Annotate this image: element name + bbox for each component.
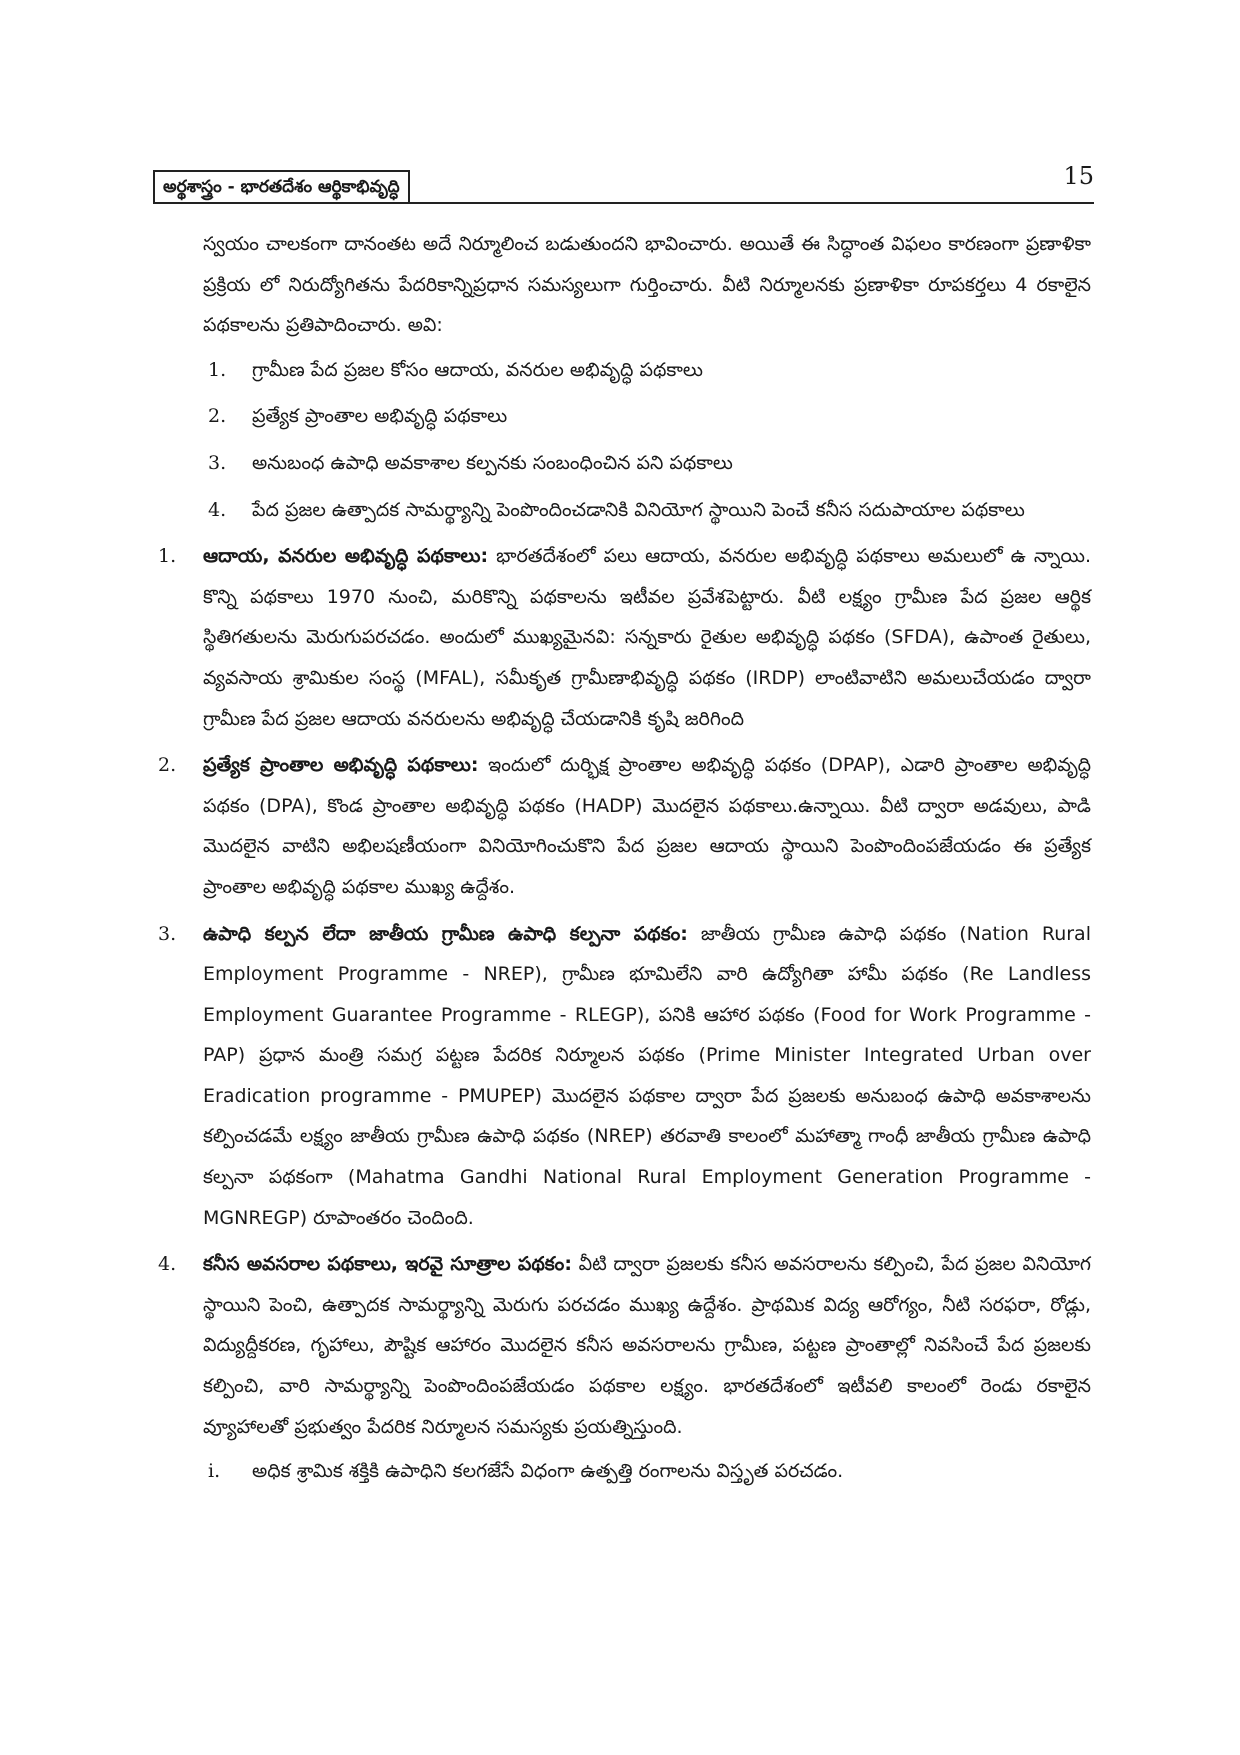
- list-item-number: 1.: [208, 358, 227, 381]
- section-heading: ప్రత్యేక ప్రాంతాల అభివృద్ధి పథకాలు:: [203, 754, 479, 777]
- list-item: [158, 1451, 1091, 1492]
- section-number: 2.: [158, 754, 177, 777]
- section-heading: ఆదాయ, వనరుల అభివృద్ధి పథకాలు:: [203, 545, 489, 568]
- section-number: 3.: [158, 922, 177, 945]
- page-header: [153, 160, 1094, 204]
- page-content: [158, 224, 1091, 1498]
- list-item-text: పేద ప్రజల ఉత్పాదక సామర్థ్యాన్ని పెంపొందించడానికి వినియోగ స్థాయిని పెంచే కనీస సదుపాయాల పథకాలు: [252, 498, 1025, 521]
- section-item: [158, 914, 1091, 1239]
- section-item: [158, 536, 1091, 739]
- list-item-number: 3.: [208, 451, 227, 474]
- section-body: [203, 1244, 1091, 1447]
- section-text: వీటి ద్వారా ప్రజలకు కనీస అవసరాలను కల్పించి, పేద ప్రజల వినియోగ స్థాయిని పెంచి, ఉత్పాదక సామర్థ్యాన్ని మెరుగు పరచడం ముఖ్య ఉద్దేశం. ప్రాథమిక విద్య ఆరోగ్యం, నీటి సరఫరా, రోడ్లు, విద్యుద్దీకరణ, గృహాలు, పౌష్టిక ఆహారం మొదలైన కనీస అవసరాలను గ్రామీణ, పట్టణ ప్రాంతాల్లో నివసించే పేద ప్రజలకు కల్పించి, వారి సామర్థ్యాన్ని పెంపొందింపజేయడం పథకాల లక్ష్యం. భారతదేశంలో ఇటీవలి కాలంలో రెండు రకాలైన వ్యూహాలతో ప్రభుత్వం పేదరిక నిర్మూలన సమస్యకు ప్రయత్నిస్తుంది.: [203, 1253, 1091, 1438]
- section-heading: కనీస అవసరాల పథకాలు, ఇరవై సూత్రాల పథకం:: [203, 1253, 572, 1276]
- list-item-number: 4.: [208, 498, 227, 521]
- section-number: 4.: [158, 1253, 177, 1276]
- section-body: [203, 745, 1091, 907]
- header-title: అర్థశాస్త్రం - భారతదేశం ఆర్థికాభివృద్ధి: [153, 170, 410, 202]
- list-item: [158, 396, 1091, 437]
- section-item: [158, 745, 1091, 907]
- list-item: [158, 350, 1091, 391]
- section-text: ఇందులో దుర్భిక్ష ప్రాంతాల అభివృద్ధి పథకం (DPAP), ఎడారి ప్రాంతాల అభివృద్ధి పథకం (DPA), కొండ ప్రాంతాల అభివృద్ధి పథకం (HADP) మొదలైన పథకాలు.ఉన్నాయి. వీటి ద్వారా అడవులు, పాడి మొదలైన వాటిని అభిలషణీయంగా వినియోగించుకొని పేద ప్రజల ఆదాయ స్థాయిని పెంపొందింపజేయడం ఈ ప్రత్యేక ప్రాంతాల అభివృద్ధి పథకాల ముఖ్య ఉద్దేశం.: [203, 754, 1091, 898]
- page-number: 15: [1063, 162, 1094, 190]
- list-item-text: ప్రత్యేక ప్రాంతాల అభివృద్ధి పథకాలు: [252, 405, 508, 428]
- list-item: [158, 490, 1091, 531]
- section-body: [203, 536, 1091, 739]
- section-text: భారతదేశంలో పలు ఆదాయ, వనరుల అభివృద్ధి పథకాలు అమలులో ఉ న్నాయి. కొన్ని పథకాలు 1970 నుంచి, మరికొన్ని పథకాలను ఇటీవల ప్రవేశపెట్టారు. వీటి లక్ష్యం గ్రామీణ పేద ప్రజల ఆర్థిక స్థితిగతులను మెరుగుపరచడం. అందులో ముఖ్యమైనవి: సన్నకారు రైతుల అభివృద్ధి పథకం (SFDA), ఉపాంత రైతులు, వ్యవసాయ శ్రామికుల సంస్థ (MFAL), సమీకృత గ్రామీణాభివృద్ధి పథకం (IRDP) లాంటివాటిని అమలుచేయడం ద్వారా గ్రామీణ పేద ప్రజల ఆదాయ వనరులను అభివృద్ధి చేయడానికి కృషి జరిగింది: [203, 545, 1091, 730]
- section-number: 1.: [158, 545, 177, 568]
- list-item-text: అనుబంధ ఉపాధి అవకాశాల కల్పనకు సంబంధించిన పని పథకాలు: [252, 451, 733, 474]
- scheme-types-list: [158, 350, 1091, 530]
- strategy-list: [158, 1451, 1091, 1492]
- section-text: జాతీయ గ్రామీణ ఉపాధి పథకం (Nation Rural Employment Programme - NREP), గ్రామీణ భూమిలేని వారి ఉద్యోగితా హామీ పథకం (Re Landless Employment Guarantee Programme - RLEGP), పనికి ఆహార పథకం (Food for Work Programme - PAP) ప్రధాన మంత్రి సమగ్ర పట్టణ పేదరిక నిర్మూలన పథకం (Prime Minister Integrated Urban over Eradication programme - PMUPEP) మొదలైన పథకాల ద్వారా పేద ప్రజలకు అనుబంధ ఉపాధి అవకాశాలను కల్పించడమే లక్ష్యం జాతీయ గ్రామీణ ఉపాధి పథకం (NREP) తరవాతి కాలంలో మహాత్మా గాంధీ జాతీయ గ్రామీణ ఉపాధి కల్పనా పథకంగా (Mahatma Gandhi National Rural Employment Generation Programme -MGNREGP) రూపాంతరం చెందింది.: [203, 922, 1091, 1229]
- list-item: [158, 443, 1091, 484]
- section-item: [158, 1244, 1091, 1447]
- intro-paragraph: స్వయం చాలకంగా దానంతట అదే నిర్మూలించ బడుతుందని భావించారు. అయితే ఈ సిద్ధాంత విఫలం కారణంగా ప్రణాళికా ప్రక్రియ లో నిరుద్యోగితను పేదరికాన్నిప్రధాన సమస్యలుగా గుర్తించారు. వీటి నిర్మూలనకు ప్రణాళికా రూపకర్తలు 4 రకాలైన పథకాలను ప్రతిపాదించారు. అవి:: [203, 233, 1091, 337]
- list-item-number: i.: [208, 1460, 221, 1483]
- section-heading: ఉపాధి కల్పన లేదా జాతీయ గ్రామీణ ఉపాధి కల్పనా పథకం:: [203, 922, 688, 945]
- list-item-number: 2.: [208, 405, 227, 428]
- list-item-text: అధిక శ్రామిక శక్తికి ఉపాధిని కలగజేసే విధంగా ఉత్పత్తి రంగాలను విస్తృత పరచడం.: [252, 1460, 844, 1483]
- list-item-text: గ్రామీణ పేద ప్రజల కోసం ఆదాయ, వనరుల అభివృద్ధి పథకాలు: [252, 358, 703, 381]
- section-body: [203, 914, 1091, 1239]
